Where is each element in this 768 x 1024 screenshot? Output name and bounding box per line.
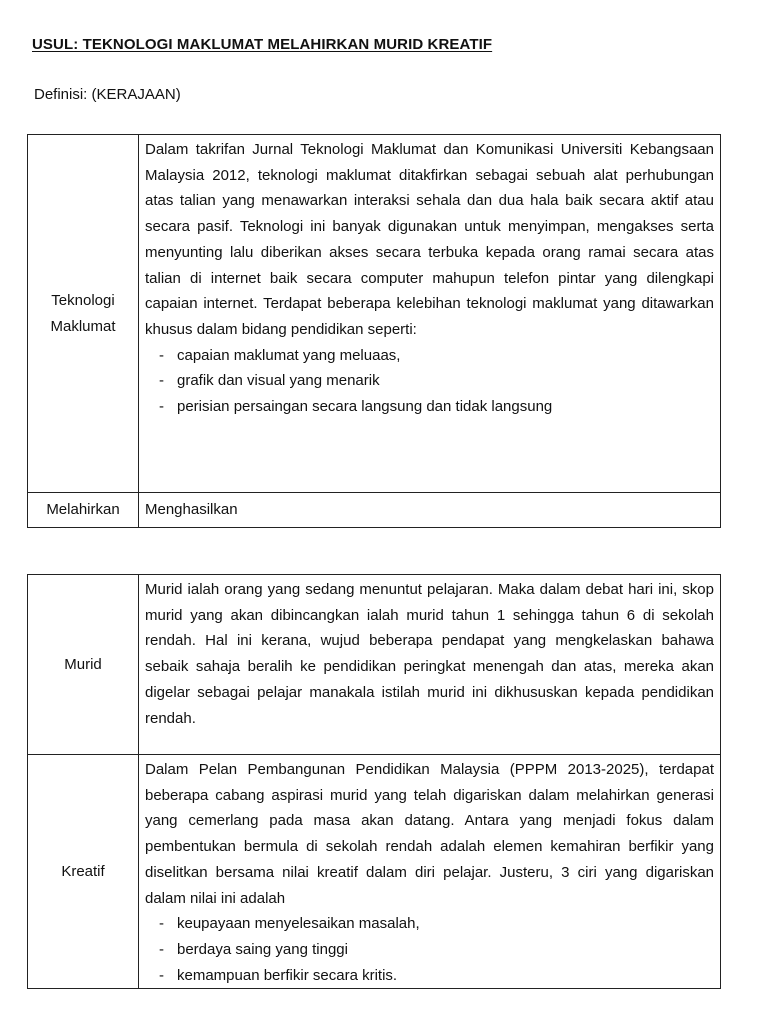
row-content-teknologi-maklumat <box>139 135 721 493</box>
definition-label: Definisi: (KERAJAAN) <box>34 86 181 103</box>
label-line: Maklumat <box>50 317 116 335</box>
definition-table-1 <box>27 134 721 528</box>
row-label-kreatif: Kreatif <box>28 755 139 989</box>
table-row-murid <box>28 575 721 755</box>
list-item <box>159 394 714 420</box>
dash-marker: - <box>159 398 164 416</box>
list-item-text: berdaya saing yang tinggi <box>177 940 348 958</box>
list-item <box>159 911 714 937</box>
row-content-melahirkan: Menghasilkan <box>139 493 721 528</box>
row-content-murid <box>139 575 721 755</box>
dash-marker: - <box>159 966 164 984</box>
table-row-melahirkan <box>28 493 721 528</box>
row-label-teknologi-maklumat <box>28 135 139 493</box>
list-item-text: capaian maklumat yang meluaas, <box>177 346 401 364</box>
content-paragraph: Dalam takrifan Jurnal Teknologi Maklumat dan Komunikasi Universiti Kebangsaan Malaysia 2012, teknologi maklumat ditakfirkan sebagai sebuah alat perhubungan atas talian yang menawarkan interaksi sehala dan dua hala baik secara aktif atau secara pasif. Teknologi ini banyak digunakan untuk menyimpan, mengakses serta menyunting lalu diberikan akses secara terbuka kepada orang ramai secara atas talian di internet baik secara computer mahupun telefon pintar yang dilengkapi capaian internet. Terdapat beberapa kelebihan teknologi maklumat yang ditawarkan khusus dalam bidang pendidikan seperti: <box>145 141 714 338</box>
content-paragraph: Dalam Pelan Pembangunan Pendidikan Malaysia (PPPM 2013-2025), terdapat beberapa cabang aspirasi murid yang telah digariskan dalam melahirkan generasi yang cemerlang pada masa akan datang. Antara yang menjadi fokus dalam pembentukan bermula di sekolah rendah adalah elemen kemahiran berfikir yang diselitkan bersama nilai kreatif dalam diri pelajar. Justeru, 3 ciri yang digariskan dalam nilai ini adalah <box>145 761 714 907</box>
row-content-kreatif <box>139 755 721 989</box>
dash-marker: - <box>159 372 164 390</box>
list-item <box>159 963 714 989</box>
bullet-list <box>145 343 714 420</box>
list-item <box>159 937 714 963</box>
list-item <box>159 368 714 394</box>
bullet-list <box>145 911 714 988</box>
row-label-murid: Murid <box>28 575 139 755</box>
definition-table-2 <box>27 574 721 989</box>
list-item-text: grafik dan visual yang menarik <box>177 372 380 390</box>
row-label-melahirkan: Melahirkan <box>28 493 139 528</box>
label-line: Teknologi <box>51 291 115 309</box>
list-item <box>159 343 714 369</box>
list-item-text: kemampuan berfikir secara kritis. <box>177 966 398 984</box>
list-item-text: perisian persaingan secara langsung dan tidak langsung <box>177 398 553 416</box>
dash-marker: - <box>159 940 164 958</box>
content-paragraph: Murid ialah orang yang sedang menuntut pelajaran. Maka dalam debat hari ini, skop murid yang akan dibincangkan ialah murid tahun 1 sehingga tahun 6 di sekolah rendah. Hal ini kerana, wujud beberapa pendapat yang mengkelaskan bahawa sebaik sahaja beralih ke pendidikan peringkat menengah dan atas, mereka akan digelar sebagai pelajar manakala istilah murid ini dikhususkan kepada pendidikan rendah. <box>145 581 714 727</box>
table-row-teknologi-maklumat <box>28 135 721 493</box>
table-row-kreatif <box>28 755 721 989</box>
page-title: USUL: TEKNOLOGI MAKLUMAT MELAHIRKAN MURID KREATIF <box>32 36 493 53</box>
list-item-text: keupayaan menyelesaikan masalah, <box>177 915 420 933</box>
dash-marker: - <box>159 915 164 933</box>
dash-marker: - <box>159 346 164 364</box>
